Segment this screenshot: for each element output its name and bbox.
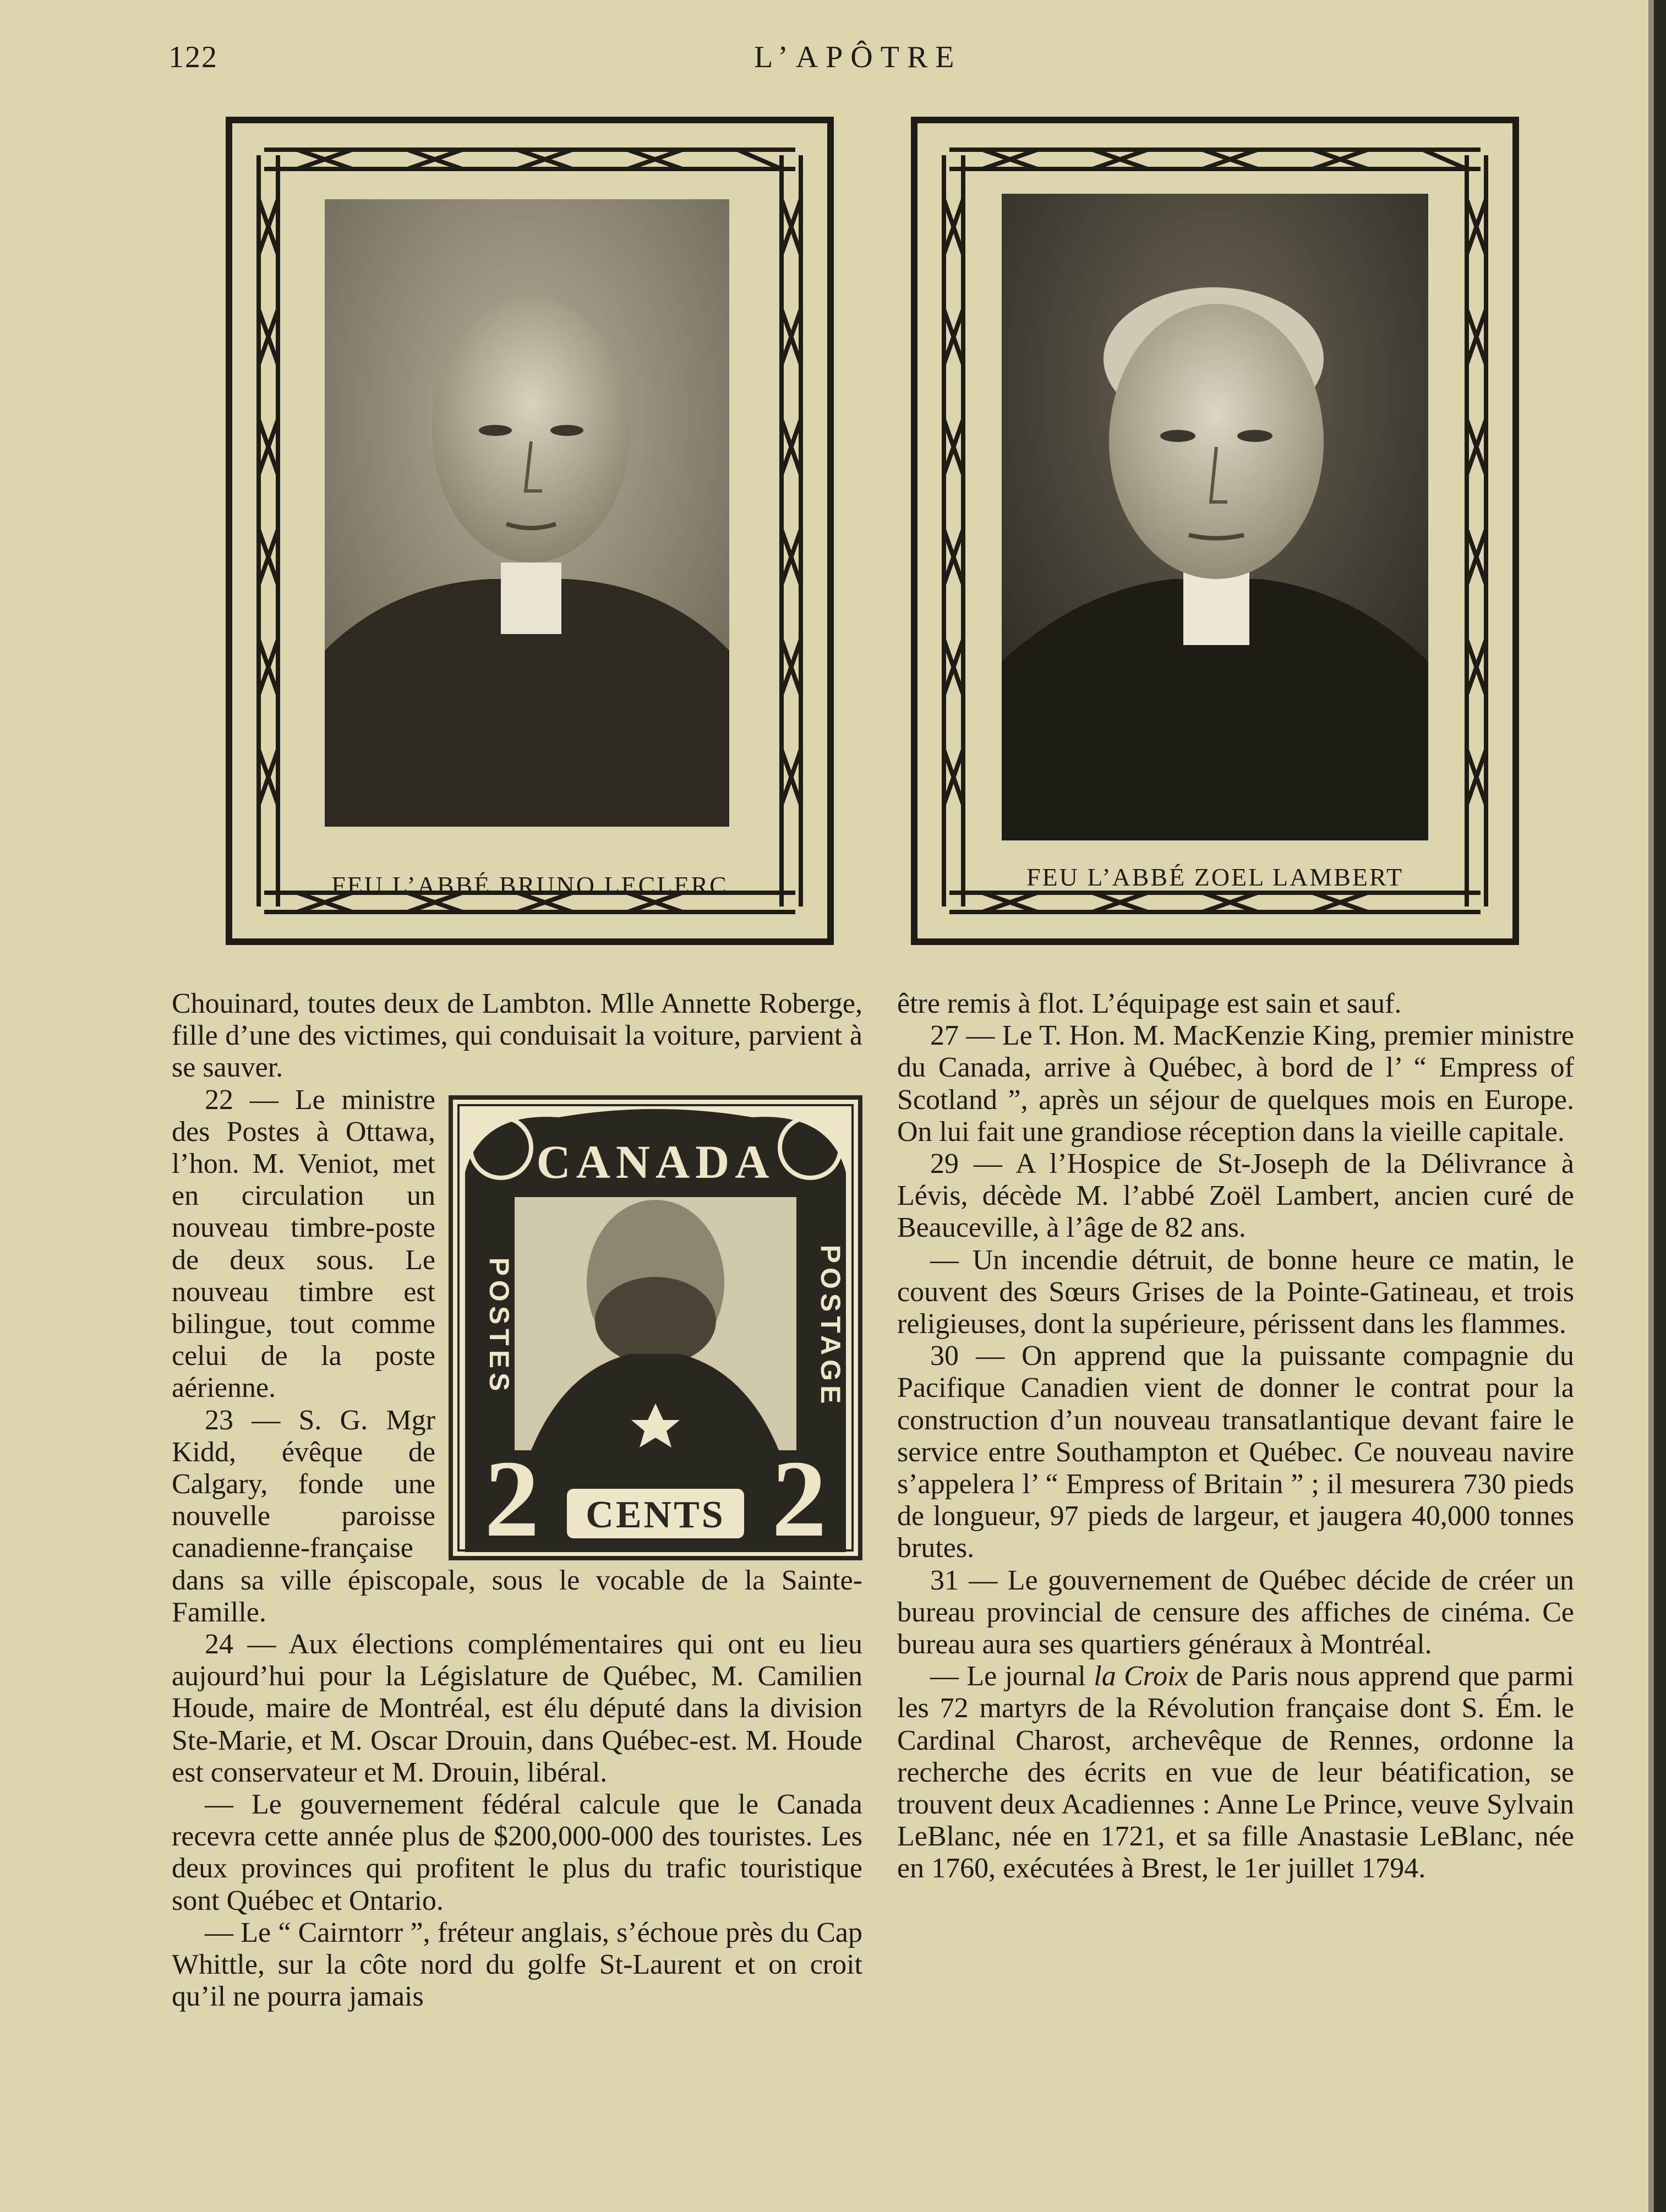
postage-stamp-illustration — [449, 1095, 862, 1560]
portrait-frame-right — [911, 117, 1519, 945]
stamp-right-text: POSTAGE — [815, 1244, 846, 1408]
book-binding-shadow — [1648, 0, 1654, 2212]
paragraph: 22 — Le ministre des Postes à Ottawa, l’hon. M. Veniot, met en circulation un nouveau timbre-poste de deux sous. Le nouveau timbre est bilingue, tout comme celui de la poste aérienne. — [172, 1084, 435, 1404]
paragraph: — Le “ Cairntorr ”, fréteur anglais, s’échoue près du Cap Whittle, sur la côte nord du golfe St-Laurent et on croit qu’il ne pourra jamais — [172, 1916, 862, 2013]
text-column-right — [897, 988, 1574, 1885]
paragraph: 27 — Le T. Hon. M. MacKenzie King, premier ministre du Canada, arrive à Québec, à bord de l’ “ Empress of Scotland ”, après un séjour de quelques mois en Europe. On lui fait une grandiose réception dans la vieille capitale. — [897, 1020, 1574, 1148]
paragraph: 31 — Le gouvernement de Québec décide de créer un bureau provincial de censure des affiches de cinéma. Ce bureau aura ses quartiers généraux à Montréal. — [897, 1564, 1574, 1661]
paragraph: 30 — On apprend que la puissante compagnie du Pacifique Canadien vient de donner le contrat pour la construction d’un nouveau transatlantique devant faire le service entre Southampton et Québec. Ce nouveau navire s’appelera l’ “ Empress of Britain ” ; il mesurera 730 pieds de longueur, 97 pieds de largeur, et jaugera 40,000 tonnes brutes. — [897, 1340, 1574, 1564]
stamp-left-text: POSTES — [484, 1257, 515, 1396]
postage-stamp-figure — [449, 1095, 862, 1560]
text-column-left — [172, 988, 862, 2013]
text-run: de Paris nous apprend que parmi les 72 martyrs de la Révolution française dont S. Ém. le Cardinal Charost, archevêque de Rennes, ordonne la recherche des écrits en vue de leur béatification, se trouvent deux Acadiennes : Anne Le Prince, veuve Sylvain LeBlanc, née en 1721, et sa fille Anastasie LeBlanc, née en 1760, exécutées à Brest, le 1er juillet 1794. — [897, 1661, 1575, 1885]
portrait-photo-lambert — [1002, 194, 1428, 840]
paragraph: — Le gouvernement fédéral calcule que le Canada recevra cette année plus de $200,000-000 des touristes. Les deux provinces qui profitent le plus du trafic touristique sont Québec et Ontario. — [172, 1789, 862, 1916]
stamp-value-left: 2 — [484, 1438, 539, 1560]
paragraph: être remis à flot. L’équipage est sain et sauf. — [897, 988, 1402, 1019]
portrait-photo-leclerc — [325, 199, 729, 827]
paragraph: 23 — S. G. Mgr Kidd, évêque de Calgary, fonde une nouvelle paroisse canadienne-française dans sa ville épiscopale, sous le vocable de la Sainte-Famille. — [172, 1404, 862, 1628]
caption-left: FEU L’ABBÉ BRUNO LECLERC — [331, 871, 728, 899]
caption-right: FEU L’ABBÉ ZOEL LAMBERT — [1026, 863, 1404, 891]
paragraph — [897, 1661, 1574, 1885]
paragraph: — Un incendie détruit, de bonne heure ce matin, le couvent des Sœurs Grises de la Pointe-Gatineau, et trois religieuses, dont la supérieure, périssent dans les flammes. — [897, 1244, 1574, 1340]
paragraph: 24 — Aux élections complémentaires qui ont eu lieu aujourd’hui pour la Législature de Québec, M. Camilien Houde, maire de Montréal, est élu député dans la division Ste-Marie, et M. Oscar Drouin, dans Québec-est. M. Houde est conservateur et M. Drouin, libéral. — [172, 1629, 862, 1788]
stamp-country-text: CANADA — [536, 1135, 775, 1188]
page-number: 122 — [168, 40, 218, 74]
text-run: — Le journal — [930, 1661, 1094, 1692]
newspaper-title: la Croix — [1094, 1661, 1188, 1692]
running-title: L’APÔTRE — [754, 40, 962, 74]
paragraph: Chouinard, toutes deux de Lambton. Mlle Annette Roberge, fille d’une des victimes, qui conduisait la voiture, parvient à se sauver. — [172, 988, 862, 1084]
stamp-value-right: 2 — [772, 1438, 827, 1560]
stamp-value-word: CENTS — [586, 1493, 725, 1536]
book-binding-edge — [1654, 0, 1666, 2212]
paragraph: 29 — A l’Hospice de St-Joseph de la Délivrance à Lévis, décède M. l’abbé Zoël Lambert, ancien curé de Beauceville, à l’âge de 82 ans. — [897, 1148, 1574, 1244]
portrait-frame-left — [226, 117, 834, 945]
